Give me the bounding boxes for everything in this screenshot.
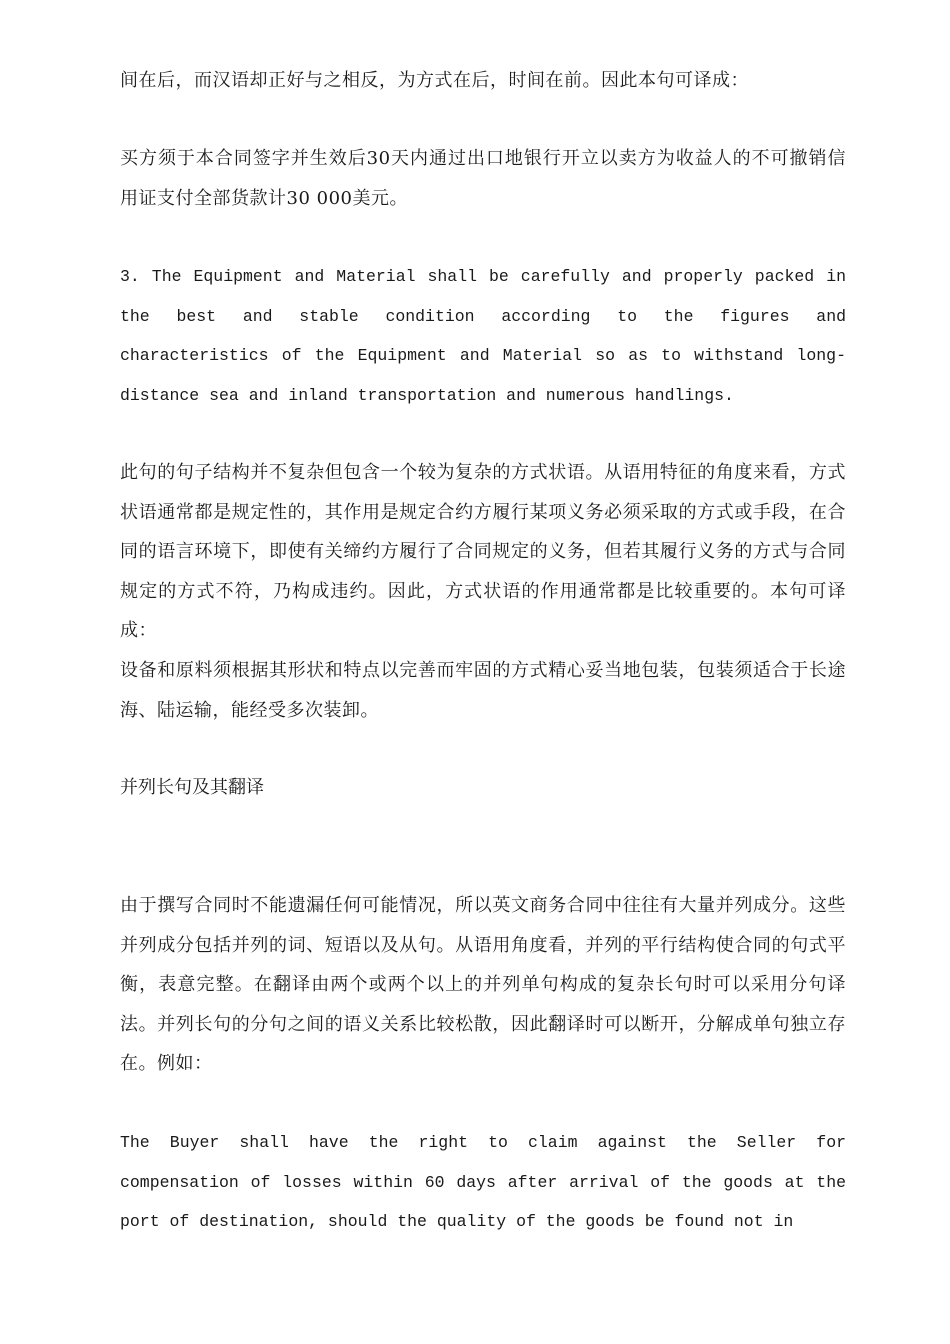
- paragraph-6: 由于撰写合同时不能遗漏任何可能情况，所以英文商务合同中往往有大量并列成分。这些并列成分包括并列的词、短语以及从句。从语用角度看，并列的平行结构使合同的句式平衡，表意完整。在翻译由两个或两个以上的并列单句构成的复杂长句时可以采用分句译法。并列长句的分句之间的语义关系比较松散，因此翻译时可以断开，分解成单句独立存在。例如：: [120, 895, 846, 1074]
- paragraph-7-english: The Buyer shall have the right to claim against the Seller for compensation of losses within 60 days after arrival of the goods at the port of destination, should the quality of the goods be found not in: [120, 1133, 846, 1231]
- paragraph-3-english: 3. The Equipment and Material shall be carefully and properly packed in the best and stable condition according to the figures and characteristics of the Equipment and Material so as to withstand long-distance sea and inland transportation and numerous handlings.: [120, 267, 846, 405]
- paragraph-2: 买方须于本合同签字并生效后30天内通过出口地银行开立以卖方为收益人的不可撤销信用证支付全部货款计30 000美元。: [120, 148, 846, 209]
- paragraph-1: 间在后，而汉语却正好与之相反，为方式在后，时间在前。因此本句可译成：: [120, 70, 749, 91]
- paragraph-5: 设备和原料须根据其形状和特点以完善而牢固的方式精心妥当地包装，包装须适合于长途海、陆运输，能经受多次装卸。: [120, 660, 846, 721]
- paragraph-4: 此句的句子结构并不复杂但包含一个较为复杂的方式状语。从语用特征的角度来看，方式状语通常都是规定性的，其作用是规定合约方履行某项义务必须采取的方式或手段，在合同的语言环境下，即使有关缔约方履行了合同规定的义务，但若其履行义务的方式与合同规定的方式不符，乃构成违约。因此，方式状语的作用通常都是比较重要的。本句可译成：: [120, 462, 846, 641]
- section-heading: 并列长句及其翻译: [120, 777, 264, 798]
